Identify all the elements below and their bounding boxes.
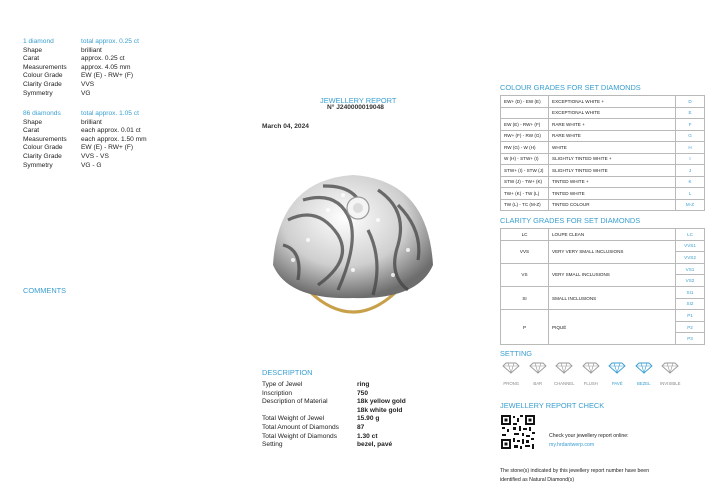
spec-label: Measurements bbox=[23, 135, 67, 143]
description-value: 750 bbox=[357, 389, 369, 397]
spec-value: each approx. 1.50 mm bbox=[81, 135, 147, 143]
setting-icons bbox=[498, 361, 684, 386]
footer-line-2: identified as Natural Diamond(s) bbox=[500, 477, 575, 483]
clarity-grade-abbr: VS bbox=[501, 263, 549, 286]
description-row bbox=[262, 390, 406, 399]
spec-label: Symmetry bbox=[23, 89, 53, 97]
colour-grade-range bbox=[501, 107, 549, 119]
clarity-grade-name: LOUPE CLEAN bbox=[549, 229, 676, 241]
colour-grade-range: STW+ (I) - STW (J) bbox=[501, 165, 549, 177]
colour-grade-name: TINTED COLOUR bbox=[549, 199, 676, 211]
colour-grade-code: L bbox=[676, 188, 705, 200]
spec-label: Colour Grade bbox=[23, 72, 63, 80]
spec-label: Shape bbox=[23, 118, 43, 126]
setting-heading: SETTING bbox=[500, 349, 533, 358]
pave-icon bbox=[608, 361, 626, 379]
setting-label: PRONG bbox=[503, 381, 520, 386]
description-row bbox=[262, 381, 406, 390]
spec-label: Clarity Grade bbox=[23, 152, 62, 160]
colour-grades-table bbox=[500, 95, 705, 211]
spec-value: EW (E) - RW+ (F) bbox=[81, 72, 134, 80]
spec-value: brilliant bbox=[81, 118, 102, 126]
check-text: Check your jewellery report online: bbox=[549, 433, 629, 439]
description-label: Description of Material bbox=[262, 398, 328, 406]
clarity-grade-name: SMALL INCLUSIONS bbox=[549, 286, 676, 309]
colour-grade-range: RW (G) - W (H) bbox=[501, 142, 549, 154]
clarity-grade-code: P3 bbox=[676, 333, 705, 345]
colour-grade-row bbox=[501, 153, 705, 165]
group-1-total: total approx. 0.25 ct bbox=[81, 38, 139, 45]
clarity-grade-code: SI1 bbox=[676, 286, 705, 298]
colour-grade-code: M-Z bbox=[676, 199, 705, 211]
setting-item bbox=[498, 361, 525, 386]
colour-grade-range: RW+ (F) - RW (G) bbox=[501, 130, 549, 142]
setting-label: FLUSH bbox=[583, 381, 598, 386]
spec-row bbox=[23, 47, 139, 56]
spec-row bbox=[23, 119, 147, 128]
group-2-total: total approx. 1.05 ct bbox=[81, 110, 139, 117]
colour-grade-row bbox=[501, 199, 705, 211]
spec-value: approx. 4.05 mm bbox=[81, 63, 131, 71]
prong-icon bbox=[502, 361, 520, 379]
clarity-grade-code: LC bbox=[676, 229, 705, 241]
setting-item bbox=[604, 361, 631, 386]
spec-row bbox=[23, 162, 147, 171]
spec-row bbox=[23, 72, 139, 81]
clarity-grades-table bbox=[500, 228, 705, 345]
clarity-grade-abbr: VVS bbox=[501, 240, 549, 263]
spec-row bbox=[23, 90, 139, 99]
spec-label: Carat bbox=[23, 55, 40, 63]
colour-grade-range: W (H) - STW+ (I) bbox=[501, 153, 549, 165]
colour-grade-name: SLIGHTLY TINTED WHITE bbox=[549, 165, 676, 177]
ring-image bbox=[258, 150, 448, 350]
description-heading: DESCRIPTION bbox=[262, 368, 313, 377]
colour-grade-code: G bbox=[676, 130, 705, 142]
colour-grade-name: TINTED WHITE + bbox=[549, 176, 676, 188]
report-date: March 04, 2024 bbox=[262, 123, 309, 130]
colour-grade-code: E bbox=[676, 107, 705, 119]
clarity-grade-row bbox=[501, 310, 705, 322]
colour-grade-code: I bbox=[676, 153, 705, 165]
spec-value: VVS bbox=[81, 80, 95, 88]
clarity-grade-row bbox=[501, 229, 705, 241]
description-row bbox=[262, 415, 406, 424]
spec-value: VG bbox=[81, 89, 91, 97]
description-value: 18k yellow gold 18k white gold bbox=[357, 398, 406, 414]
spec-label: Symmetry bbox=[23, 161, 53, 169]
colour-grade-range: EW (E) - RW+ (F) bbox=[501, 119, 549, 131]
colour-grade-name: TINTED WHITE bbox=[549, 188, 676, 200]
clarity-grade-name: VERY SMALL INCLUSIONS bbox=[549, 263, 676, 286]
colour-grade-name: RARE WHITE + bbox=[549, 119, 676, 131]
clarity-grade-code: SI2 bbox=[676, 298, 705, 310]
spec-row bbox=[23, 144, 147, 153]
group-1-title: 1 diamond bbox=[23, 38, 54, 45]
colour-grade-code: D bbox=[676, 96, 705, 108]
clarity-grade-code: VVS1 bbox=[676, 240, 705, 252]
colour-grades-heading: COLOUR GRADES FOR SET DIAMONDS bbox=[500, 83, 641, 92]
spec-value: approx. 0.25 ct bbox=[81, 55, 125, 63]
description-label: Inscription bbox=[262, 389, 293, 397]
report-title: JEWELLERY REPORT bbox=[320, 96, 397, 105]
description-value: 15.90 g bbox=[357, 415, 380, 423]
spec-label: Measurements bbox=[23, 63, 67, 71]
description-row bbox=[262, 441, 406, 450]
spec-value: each approx. 0.01 ct bbox=[81, 127, 141, 135]
description-label: Type of Jewel bbox=[262, 381, 303, 388]
spec-row bbox=[23, 55, 139, 64]
description-value: ring bbox=[357, 381, 370, 388]
colour-grade-row bbox=[501, 119, 705, 131]
spec-label: Carat bbox=[23, 127, 40, 135]
colour-grade-range: TW+ (K) - TW (L) bbox=[501, 188, 549, 200]
clarity-grade-code: P1 bbox=[676, 310, 705, 322]
setting-item bbox=[631, 361, 658, 386]
setting-label: BAR bbox=[533, 381, 543, 386]
flush-icon bbox=[582, 361, 600, 379]
clarity-grade-abbr: P bbox=[501, 310, 549, 345]
footer-line-1: The stone(s) indicated by this jewellery report number have been bbox=[500, 468, 650, 474]
comments-heading: COMMENTS bbox=[23, 286, 67, 295]
colour-grade-name: SLIGHTLY TINTED WHITE + bbox=[549, 153, 676, 165]
description-row bbox=[262, 433, 406, 442]
clarity-grade-row bbox=[501, 286, 705, 298]
colour-grade-name: EXCEPTIONAL WHITE + bbox=[549, 96, 676, 108]
description-value: bezel, pavé bbox=[357, 441, 393, 449]
colour-grade-row bbox=[501, 188, 705, 200]
colour-grade-range: TW (L) - TC (M-Z) bbox=[501, 199, 549, 211]
colour-grade-code: J bbox=[676, 165, 705, 177]
channel-icon bbox=[555, 361, 573, 379]
check-link[interactable]: my.hrdantwerp.com bbox=[549, 442, 595, 448]
diamond-group-1 bbox=[23, 38, 139, 98]
clarity-grade-code: VVS2 bbox=[676, 252, 705, 264]
description-value: 1.30 ct bbox=[357, 432, 378, 440]
colour-grade-name: RARE WHITE bbox=[549, 130, 676, 142]
invisible-icon bbox=[661, 361, 679, 379]
spec-label: Clarity Grade bbox=[23, 80, 62, 88]
group-2-header bbox=[23, 110, 147, 119]
spec-label: Shape bbox=[23, 46, 43, 54]
spec-value: EW (E) - RW+ (F) bbox=[81, 144, 134, 152]
clarity-grade-code: VS2 bbox=[676, 275, 705, 287]
description-label: Setting bbox=[262, 441, 283, 449]
clarity-grade-code: VS1 bbox=[676, 263, 705, 275]
setting-item bbox=[657, 361, 684, 386]
setting-item bbox=[578, 361, 605, 386]
bar-icon bbox=[529, 361, 547, 379]
colour-grade-range: STW (J) - TW+ (K) bbox=[501, 176, 549, 188]
colour-grade-code: H bbox=[676, 142, 705, 154]
report-check-heading: JEWELLERY REPORT CHECK bbox=[500, 401, 605, 410]
clarity-grade-abbr: SI bbox=[501, 286, 549, 309]
spec-row bbox=[23, 136, 147, 145]
colour-grade-name: EXCEPTIONAL WHITE bbox=[549, 107, 676, 119]
group-2-title: 86 diamonds bbox=[23, 110, 61, 117]
clarity-grade-abbr: LC bbox=[501, 229, 549, 241]
colour-grade-range: EW+ (D) - EW (E) bbox=[501, 96, 549, 108]
spec-value: brilliant bbox=[81, 46, 102, 54]
spec-value: VG - G bbox=[81, 161, 102, 169]
spec-row bbox=[23, 153, 147, 162]
clarity-grade-code: P2 bbox=[676, 321, 705, 333]
diamond-group-2 bbox=[23, 110, 147, 170]
description-label: Total Weight of Jewel bbox=[262, 415, 325, 423]
setting-label: BEZEL bbox=[636, 381, 651, 386]
colour-grade-row bbox=[501, 96, 705, 108]
spec-row bbox=[23, 64, 139, 73]
colour-grade-row bbox=[501, 165, 705, 177]
clarity-grade-row bbox=[501, 263, 705, 275]
setting-item bbox=[525, 361, 552, 386]
colour-grade-row bbox=[501, 107, 705, 119]
report-number: N° J240000019048 bbox=[327, 104, 384, 111]
qr-code-icon[interactable] bbox=[500, 414, 536, 450]
description-row bbox=[262, 424, 406, 433]
description-label: Total Amount of Diamonds bbox=[262, 423, 339, 431]
group-1-header bbox=[23, 38, 139, 47]
clarity-grade-row bbox=[501, 240, 705, 252]
clarity-grade-name: PIQUÉ bbox=[549, 310, 676, 345]
colour-grade-name: WHITE bbox=[549, 142, 676, 154]
colour-grade-code: K bbox=[676, 176, 705, 188]
colour-grade-row bbox=[501, 176, 705, 188]
setting-label: CHANNEL bbox=[553, 381, 575, 386]
description-value: 87 bbox=[357, 423, 365, 431]
setting-label: INVISIBLE bbox=[659, 381, 681, 386]
colour-grade-row bbox=[501, 142, 705, 154]
spec-row bbox=[23, 127, 147, 136]
bezel-icon bbox=[635, 361, 653, 379]
colour-grade-code: F bbox=[676, 119, 705, 131]
description-row bbox=[262, 398, 406, 415]
clarity-grade-name: VERY VERY SMALL INCLUSIONS bbox=[549, 240, 676, 263]
spec-label: Colour Grade bbox=[23, 144, 63, 152]
spec-value: VVS - VS bbox=[81, 152, 109, 160]
clarity-grades-heading: CLARITY GRADES FOR SET DIAMONDS bbox=[500, 216, 641, 225]
setting-item bbox=[551, 361, 578, 386]
description-table bbox=[262, 381, 406, 450]
spec-row bbox=[23, 81, 139, 90]
setting-label: PAVÉ bbox=[611, 381, 623, 386]
colour-grade-row bbox=[501, 130, 705, 142]
description-label: Total Weight of Diamonds bbox=[262, 432, 338, 440]
